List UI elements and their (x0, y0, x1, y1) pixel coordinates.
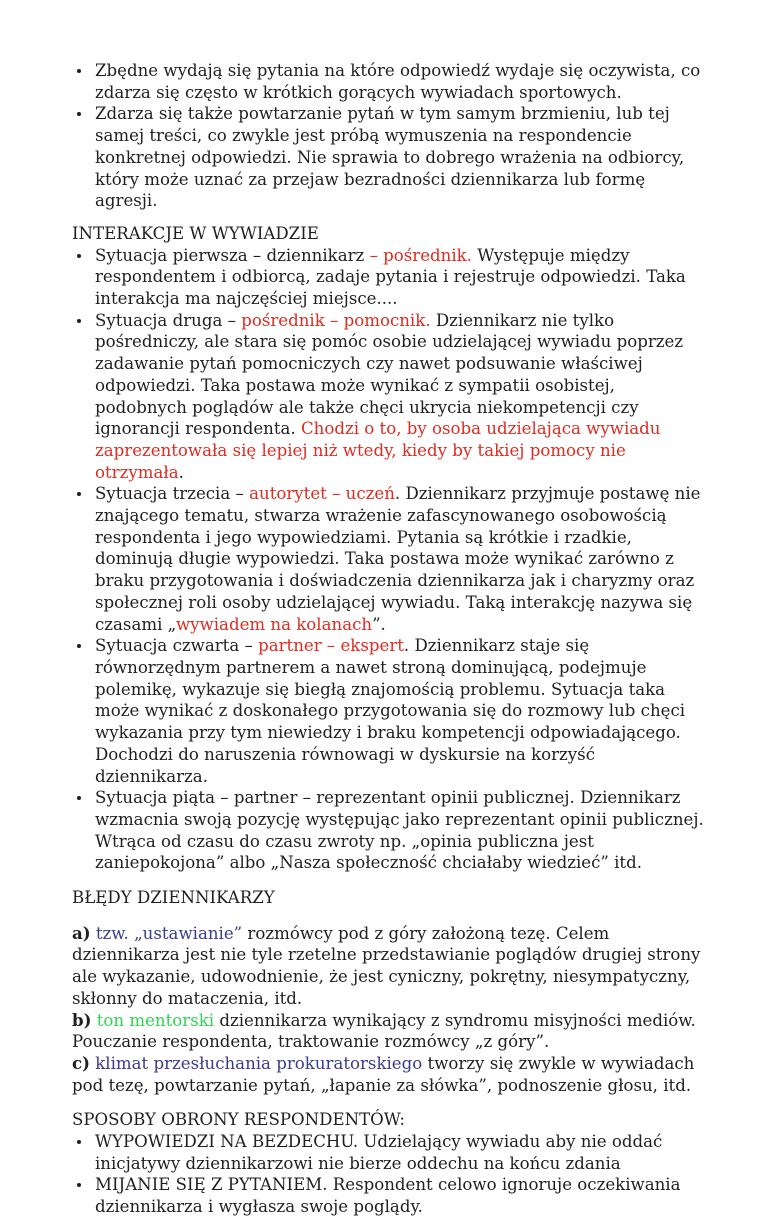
text-segment: . (178, 462, 184, 482)
text-segment: Sytuacja pierwsza – dziennikarz (95, 245, 370, 265)
heading-interakcje: INTERAKCJE W WYWIADZIE (72, 223, 319, 243)
paragraph (72, 1010, 704, 1053)
text-segment: Chodzi o to, by osoba udzielająca wywiadu zaprezentowała się lepiej niż wtedy, kiedy by takiej pomocy nie otrzymała (95, 419, 661, 482)
list-item (72, 245, 704, 310)
interakcje-bullet-list (72, 245, 704, 874)
list-item (72, 310, 704, 484)
text-segment: c) (72, 1052, 90, 1073)
list-item (72, 483, 704, 635)
text-segment: Sytuacja trzecia – (95, 484, 250, 504)
text-segment: wywiadem na kolanach (175, 614, 373, 634)
bledy-paragraphs (72, 923, 704, 1097)
list-item (72, 60, 704, 103)
list-item (72, 1131, 704, 1174)
text-segment: ”. (372, 614, 386, 634)
text-segment: ton mentorski (96, 1010, 215, 1030)
text-segment: klimat przesłuchania prokuratorskiego (95, 1053, 423, 1073)
text-segment: Zbędne wydają się pytania na które odpowiedź wydaje się oczywista, co zdarza się często w krótkich gorących wywiadach sportowych. (95, 61, 701, 102)
text-segment: – pośrednik. (369, 245, 472, 265)
text-segment: Występuje między respondentem i odbiorcą, zadaje pytania i rejestruje odpowiedzi. Taka interakcja ma najczęściej miejsce.... (95, 245, 686, 309)
text-segment: autorytet – uczeń (249, 484, 395, 504)
text-segment: Zdarza się także powtarzanie pytań w tym samym brzmieniu, lub tej samej treści, co zwykle jest próbą wymuszenia na respondencie konkretnej odpowiedzi. Nie sprawia to dobrego wrażenia na odbiorcy, który może uznać za przejaw bezradności dziennikarza lub formę agresji. (95, 104, 685, 211)
text-segment: Sytuacja czwarta – (95, 636, 259, 656)
text-segment: Sytuacja druga – (95, 310, 242, 330)
text-segment: Dziennikarz nie tylko pośredniczy, ale stara się pomóc osobie udzielającej wywiadu poprzez zadawanie pytań pomocniczych czy nawet podsuwanie właściwej odpowiedzi. Taka postawa może wynikać z sympatii osobistej, podobnych poglądów ale także chęci ukrycia niekompetencji czy ignorancji respondenta. (95, 310, 684, 439)
document-content (72, 60, 704, 1218)
list-item (72, 1174, 704, 1217)
list-item (72, 787, 704, 874)
text-segment: tworzy się zwykle w wywiadach pod tezę, powtarzanie pytań, „łapanie za słówka”, podnoszenie głosu, itd. (72, 1053, 695, 1095)
heading-bledy: BŁĘDY DZIENNIKARZY (72, 888, 275, 908)
text-segment: MIJANIE SIĘ Z PYTANIEM. Respondent celowo ignoruje oczekiwania dziennikarza i wygłasza swoje poglądy. (95, 1175, 681, 1217)
sposoby-bullet-list (72, 1131, 704, 1218)
text-segment: rozmówcy pod z góry założoną tezę. Celem dziennikarza jest nie tyle rzetelne przedstawianie poglądów drugiej strony ale wykazanie, udowodnienie, że jest cyniczny, pokrętny, niesympatyczny, skłonny do mataczenia, itd. (72, 923, 701, 1008)
text-segment: b) (72, 1009, 92, 1030)
list-item (72, 103, 704, 212)
text-segment: dziennikarza wynikający z syndromu misyjności mediów. Pouczanie respondenta, traktowanie rozmówcy „z góry”. (72, 1010, 696, 1052)
text-segment: partner – ekspert (258, 636, 404, 656)
text-segment: . Dziennikarz przyjmuje postawę nie znającego tematu, stwarza wrażenie zafascynowanego osobowością respondenta i jego wypowiedziami. Pytania są krótkie i rzadkie, dominują długie wypowiedzi. Taka postawa może wynikać zarówno z braku przygotowania i doświadczenia dziennikarza jak i charyzmy oraz społecznej roli osoby udzielającej wywiadu. Taką interakcję nazywa się czasami „ (95, 484, 701, 634)
paragraph (72, 923, 704, 1010)
list-item (72, 635, 704, 787)
text-segment: Sytuacja piąta – partner – reprezentant opinii publicznej. Dziennikarz wzmacnia swoją pozycję występując jako reprezentant opinii publicznej. Wtrąca od czasu do czasu zwroty np. „opinia publiczna jest zaniepokojona” albo „Nasza społeczność chciałaby wiedzieć” itd. (95, 788, 704, 873)
text-segment: pośrednik – pomocnik. (241, 310, 431, 330)
text-segment: . Dziennikarz staje się równorzędnym partnerem a nawet stroną dominującą, podejmuje polemikę, wykazuje się biegłą znajomością problemu. Sytuacja taka może wynikać z doskonałego przygotowania się do rozmowy lub chęci wykazania przy tym niewiedzy i braku kompetencji odpowiadającego. Dochodzi do naruszenia równowagi w dyskursie na korzyść dziennikarza. (95, 636, 686, 786)
text-segment: tzw. „ustawianie” (95, 923, 243, 943)
text-segment: WYPOWIEDZI NA BEZDECHU. Udzielający wywiadu aby nie oddać inicjatywy dziennikarzowi nie bierze oddechu na końcu zdania (95, 1132, 663, 1173)
text-segment: a) (72, 922, 91, 943)
heading-sposoby: SPOSOBY OBRONY RESPONDENTÓW: (72, 1110, 405, 1130)
intro-bullet-list (72, 60, 704, 212)
